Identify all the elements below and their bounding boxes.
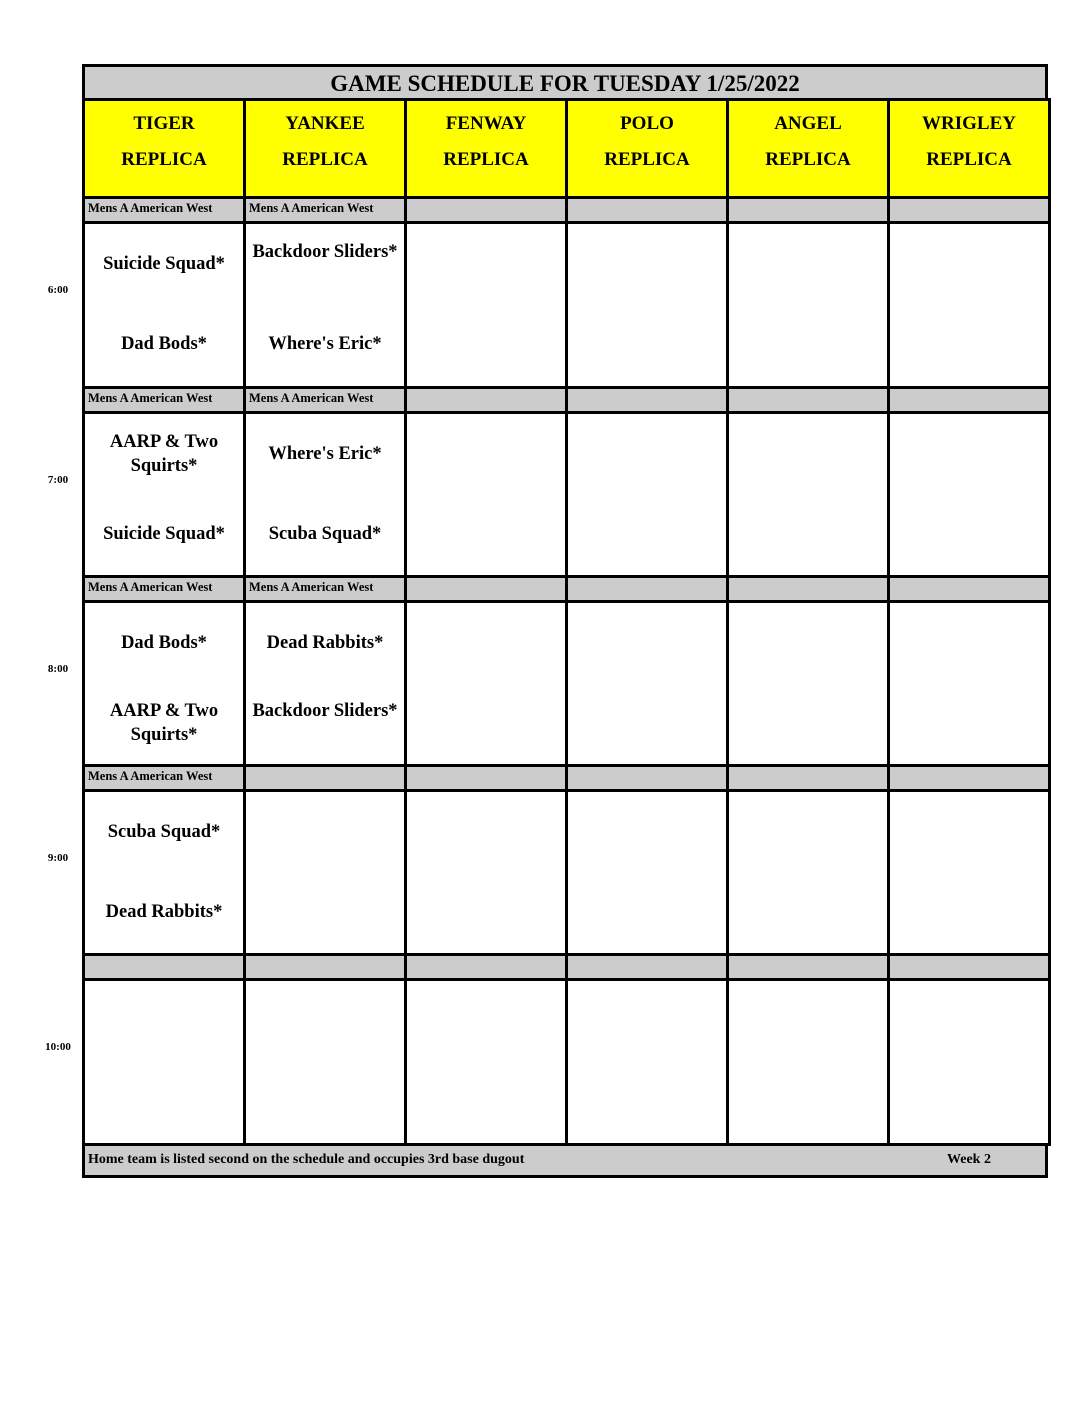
- schedule-title: GAME SCHEDULE FOR TUESDAY 1/25/2022: [85, 67, 1045, 101]
- division-cell: [887, 764, 1051, 792]
- game-cell: [82, 221, 246, 389]
- division-cell: [565, 764, 729, 792]
- division-cell: [726, 764, 890, 792]
- division-cell: [726, 575, 890, 603]
- game-cell: [243, 978, 407, 1146]
- game-cell: [887, 978, 1051, 1146]
- field-header-fenway: [404, 98, 568, 199]
- away-team: Suicide Squad*: [103, 254, 225, 274]
- division-cell: [565, 953, 729, 981]
- time-label: 10:00: [45, 1041, 71, 1053]
- game-cell: [243, 789, 407, 957]
- game-cell: [243, 411, 407, 579]
- field-subtitle: REPLICA: [121, 149, 207, 170]
- division-cell: Mens A American West: [82, 764, 246, 792]
- game-cell: [887, 221, 1051, 389]
- away-team: AARP & Two Squirts*: [109, 432, 219, 476]
- game-cell: [726, 411, 890, 579]
- division-cell: [82, 953, 246, 981]
- game-cell: [726, 978, 890, 1146]
- game-cell: [404, 411, 568, 579]
- home-team-note: Home team is listed second on the schedule and occupies 3rd base dugout: [88, 1152, 525, 1167]
- home-team: Where's Eric*: [268, 334, 382, 354]
- field-name: ANGEL: [774, 113, 842, 134]
- game-cell: [887, 600, 1051, 768]
- home-team: Scuba Squad*: [268, 524, 382, 544]
- game-cell: [82, 789, 246, 957]
- game-cell: [243, 221, 407, 389]
- field-subtitle: REPLICA: [443, 149, 529, 170]
- game-cell: [565, 600, 729, 768]
- division-cell: Mens A American West: [82, 575, 246, 603]
- field-header-tiger: [82, 98, 246, 199]
- game-cell: [565, 789, 729, 957]
- division-cell: Mens A American West: [82, 386, 246, 414]
- away-team: Where's Eric*: [268, 444, 382, 464]
- game-cell: [887, 789, 1051, 957]
- field-subtitle: REPLICA: [604, 149, 690, 170]
- division-cell: Mens A American West: [82, 196, 246, 224]
- game-cell: [82, 978, 246, 1146]
- division-cell: [887, 386, 1051, 414]
- game-cell: [243, 600, 407, 768]
- schedule-footer: [85, 1143, 1045, 1175]
- field-name: TIGER: [133, 113, 195, 134]
- field-name: POLO: [620, 113, 674, 134]
- home-team: Suicide Squad*: [103, 524, 225, 544]
- division-cell: [404, 953, 568, 981]
- game-cell: [404, 600, 568, 768]
- field-header-yankee: [243, 98, 407, 199]
- field-name: WRIGLEY: [922, 113, 1016, 134]
- division-cell: [726, 386, 890, 414]
- away-team: Backdoor Sliders*: [252, 242, 398, 262]
- time-label: 7:00: [47, 474, 69, 486]
- field-name: FENWAY: [445, 113, 527, 134]
- home-team: Dad Bods*: [121, 334, 207, 354]
- field-subtitle: REPLICA: [765, 149, 851, 170]
- game-cell: [887, 411, 1051, 579]
- division-cell: [565, 196, 729, 224]
- division-cell: Mens A American West: [243, 386, 407, 414]
- field-name: YANKEE: [285, 113, 365, 134]
- time-label: 8:00: [47, 663, 69, 675]
- division-cell: [726, 953, 890, 981]
- time-label: 9:00: [47, 852, 69, 864]
- away-team: Dad Bods*: [121, 633, 207, 653]
- division-cell: [404, 764, 568, 792]
- game-cell: [726, 789, 890, 957]
- home-team: AARP & Two Squirts*: [109, 701, 219, 745]
- game-cell: [565, 221, 729, 389]
- game-cell: [726, 600, 890, 768]
- field-subtitle: REPLICA: [926, 149, 1012, 170]
- division-cell: [887, 953, 1051, 981]
- away-team: Scuba Squad*: [107, 822, 221, 842]
- field-subtitle: REPLICA: [282, 149, 368, 170]
- division-cell: [887, 196, 1051, 224]
- schedule-sheet: [82, 64, 1048, 1178]
- game-cell: [404, 221, 568, 389]
- home-team: Backdoor Sliders*: [252, 701, 398, 721]
- game-cell: [404, 789, 568, 957]
- home-team: Dead Rabbits*: [105, 902, 223, 922]
- game-cell: [565, 411, 729, 579]
- division-cell: [404, 196, 568, 224]
- division-cell: Mens A American West: [243, 575, 407, 603]
- division-cell: [726, 196, 890, 224]
- field-header-polo: [565, 98, 729, 199]
- time-label: 6:00: [47, 284, 69, 296]
- game-cell: [82, 600, 246, 768]
- division-cell: [565, 575, 729, 603]
- away-team: Dead Rabbits*: [266, 633, 384, 653]
- week-label: Week 2: [947, 1152, 991, 1167]
- division-cell: Mens A American West: [243, 196, 407, 224]
- division-cell: [404, 386, 568, 414]
- division-cell: [565, 386, 729, 414]
- game-cell: [726, 221, 890, 389]
- field-header-wrigley: [887, 98, 1051, 199]
- division-cell: [404, 575, 568, 603]
- game-cell: [404, 978, 568, 1146]
- division-cell: [243, 764, 407, 792]
- division-cell: [243, 953, 407, 981]
- field-header-angel: [726, 98, 890, 199]
- game-cell: [82, 411, 246, 579]
- division-cell: [887, 575, 1051, 603]
- game-cell: [565, 978, 729, 1146]
